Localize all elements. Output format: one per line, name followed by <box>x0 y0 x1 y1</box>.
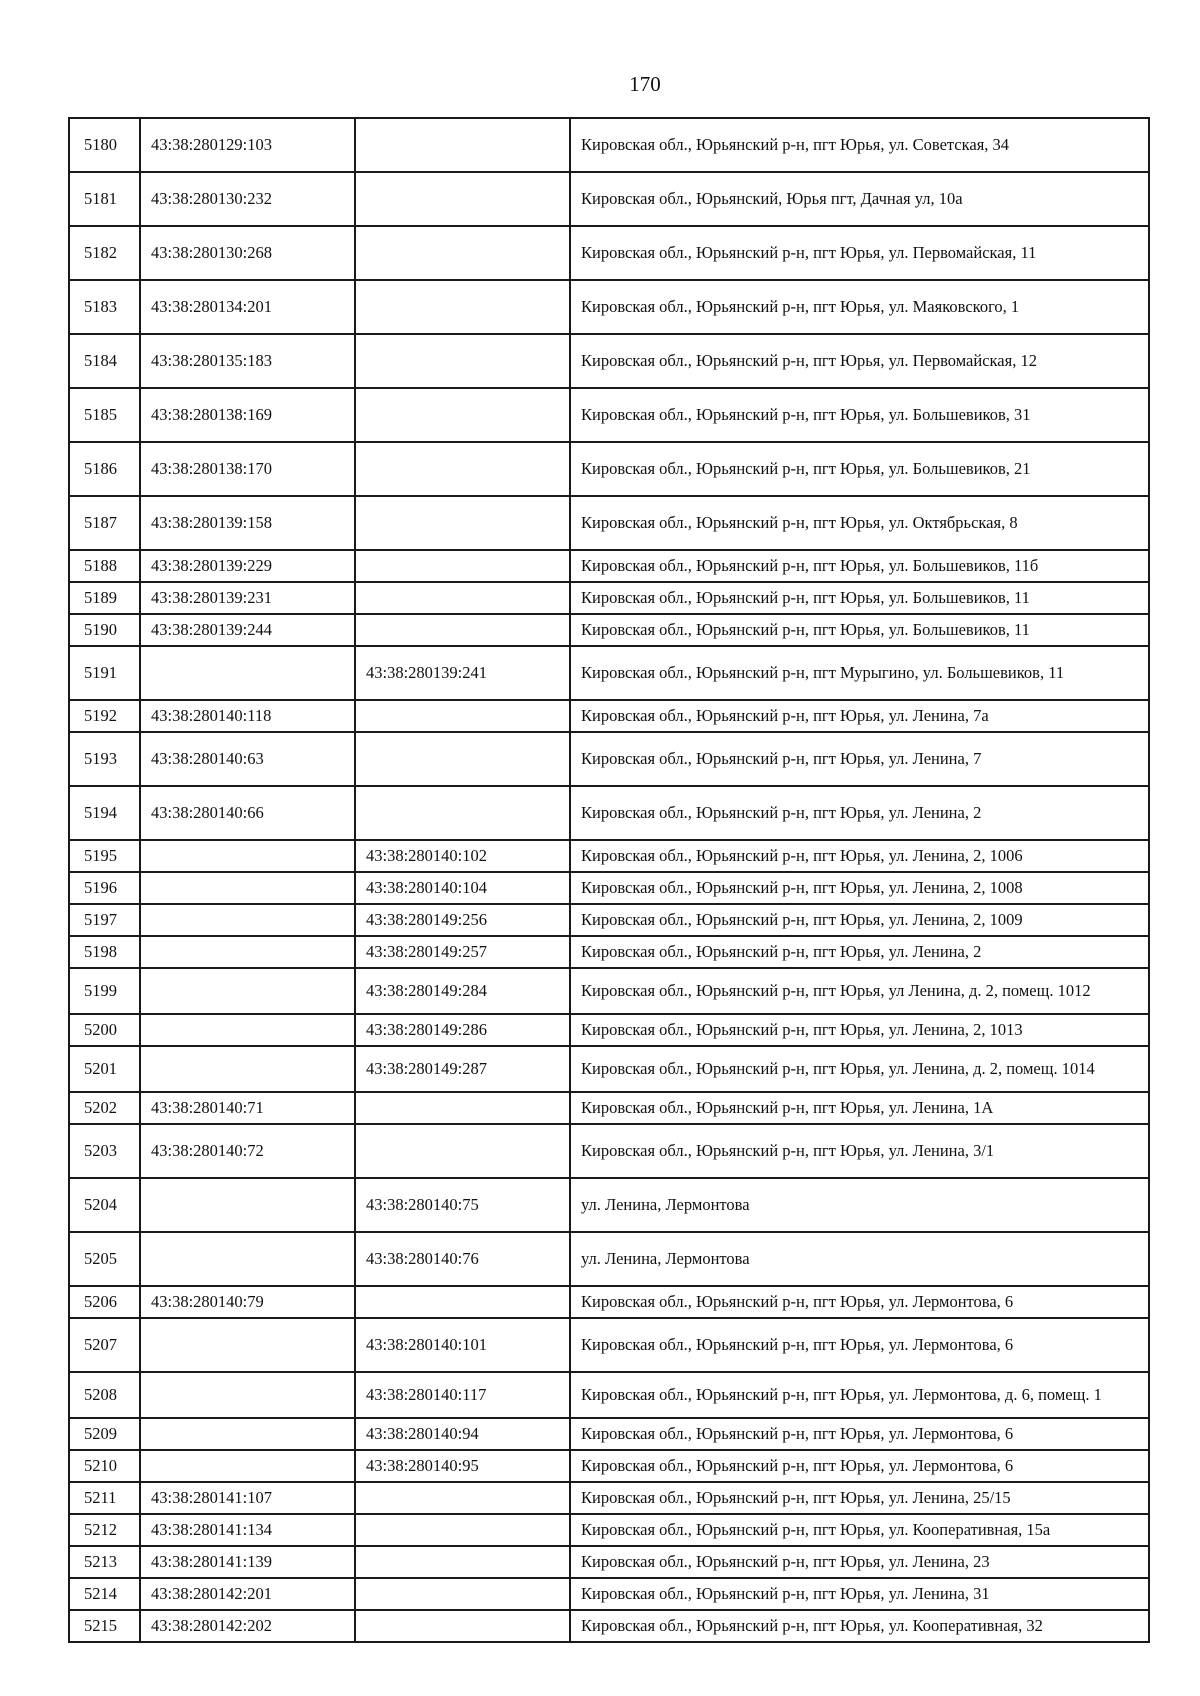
table-row <box>69 840 1149 872</box>
address-cell: Кировская обл., Юрьянский р-н, пгт Юрья, ул. Большевиков, 31 <box>570 388 1149 442</box>
cadastral-number-cell <box>140 1450 355 1482</box>
table-row <box>69 550 1149 582</box>
table-row <box>69 1124 1149 1178</box>
parent-cadastral-number-cell: 43:38:280149:287 <box>355 1046 570 1092</box>
table-row <box>69 786 1149 840</box>
table-row <box>69 388 1149 442</box>
address-cell: Кировская обл., Юрьянский, Юрья пгт, Дачная ул, 10а <box>570 172 1149 226</box>
address-cell: Кировская обл., Юрьянский р-н, пгт Юрья, ул. Ленина, 1А <box>570 1092 1149 1124</box>
parent-cadastral-number-cell <box>355 1482 570 1514</box>
row-number-cell: 5194 <box>69 786 140 840</box>
parent-cadastral-number-cell <box>355 1546 570 1578</box>
address-cell: Кировская обл., Юрьянский р-н, пгт Юрья, ул. Ленина, 2, 1006 <box>570 840 1149 872</box>
parent-cadastral-number-cell <box>355 1610 570 1642</box>
cadastral-number-cell <box>140 936 355 968</box>
parent-cadastral-number-cell: 43:38:280140:101 <box>355 1318 570 1372</box>
address-cell: Кировская обл., Юрьянский р-н, пгт Юрья, ул. Кооперативная, 32 <box>570 1610 1149 1642</box>
row-number-cell: 5184 <box>69 334 140 388</box>
address-cell: Кировская обл., Юрьянский р-н, пгт Юрья, ул. Лермонтова, 6 <box>570 1418 1149 1450</box>
row-number-cell: 5197 <box>69 904 140 936</box>
table-row <box>69 968 1149 1014</box>
parent-cadastral-number-cell: 43:38:280139:241 <box>355 646 570 700</box>
cadastral-number-cell: 43:38:280139:231 <box>140 582 355 614</box>
row-number-cell: 5182 <box>69 226 140 280</box>
address-cell: Кировская обл., Юрьянский р-н, пгт Юрья, ул. Лермонтова, д. 6, помещ. 1 <box>570 1372 1149 1418</box>
registry-table <box>68 117 1150 1643</box>
cadastral-number-cell: 43:38:280140:79 <box>140 1286 355 1318</box>
parent-cadastral-number-cell: 43:38:280149:256 <box>355 904 570 936</box>
parent-cadastral-number-cell <box>355 172 570 226</box>
parent-cadastral-number-cell <box>355 118 570 172</box>
parent-cadastral-number-cell <box>355 614 570 646</box>
row-number-cell: 5214 <box>69 1578 140 1610</box>
row-number-cell: 5183 <box>69 280 140 334</box>
address-cell: Кировская обл., Юрьянский р-н, пгт Юрья, ул. Большевиков, 11 <box>570 614 1149 646</box>
cadastral-number-cell <box>140 1318 355 1372</box>
parent-cadastral-number-cell: 43:38:280140:75 <box>355 1178 570 1232</box>
parent-cadastral-number-cell <box>355 550 570 582</box>
address-cell: Кировская обл., Юрьянский р-н, пгт Юрья, ул. Ленина, 31 <box>570 1578 1149 1610</box>
table-row <box>69 904 1149 936</box>
page-number: 170 <box>629 72 661 96</box>
parent-cadastral-number-cell: 43:38:280140:117 <box>355 1372 570 1418</box>
cadastral-number-cell: 43:38:280141:139 <box>140 1546 355 1578</box>
address-cell: Кировская обл., Юрьянский р-н, пгт Мурыгино, ул. Большевиков, 11 <box>570 646 1149 700</box>
table-row <box>69 1318 1149 1372</box>
address-cell: Кировская обл., Юрьянский р-н, пгт Юрья, ул. Ленина, 23 <box>570 1546 1149 1578</box>
row-number-cell: 5208 <box>69 1372 140 1418</box>
row-number-cell: 5200 <box>69 1014 140 1046</box>
cadastral-number-cell: 43:38:280140:66 <box>140 786 355 840</box>
table-row <box>69 1372 1149 1418</box>
address-cell: Кировская обл., Юрьянский р-н, пгт Юрья, ул. Советская, 34 <box>570 118 1149 172</box>
parent-cadastral-number-cell <box>355 1286 570 1318</box>
row-number-cell: 5181 <box>69 172 140 226</box>
table-row <box>69 496 1149 550</box>
table-row <box>69 334 1149 388</box>
table-row <box>69 442 1149 496</box>
table-row <box>69 936 1149 968</box>
cadastral-number-cell <box>140 1232 355 1286</box>
address-cell: Кировская обл., Юрьянский р-н, пгт Юрья, ул. Первомайская, 11 <box>570 226 1149 280</box>
parent-cadastral-number-cell: 43:38:280149:286 <box>355 1014 570 1046</box>
address-cell: Кировская обл., Юрьянский р-н, пгт Юрья, ул. Ленина, 25/15 <box>570 1482 1149 1514</box>
cadastral-number-cell <box>140 1178 355 1232</box>
table-row <box>69 1286 1149 1318</box>
address-cell: Кировская обл., Юрьянский р-н, пгт Юрья, ул. Ленина, 2 <box>570 936 1149 968</box>
cadastral-number-cell: 43:38:280135:183 <box>140 334 355 388</box>
row-number-cell: 5203 <box>69 1124 140 1178</box>
row-number-cell: 5205 <box>69 1232 140 1286</box>
cadastral-number-cell <box>140 904 355 936</box>
parent-cadastral-number-cell <box>355 334 570 388</box>
parent-cadastral-number-cell <box>355 496 570 550</box>
table-row <box>69 582 1149 614</box>
parent-cadastral-number-cell: 43:38:280149:257 <box>355 936 570 968</box>
address-cell: Кировская обл., Юрьянский р-н, пгт Юрья, ул. Кооперативная, 15а <box>570 1514 1149 1546</box>
address-cell: Кировская обл., Юрьянский р-н, пгт Юрья, ул. Большевиков, 11 <box>570 582 1149 614</box>
table-row <box>69 614 1149 646</box>
row-number-cell: 5204 <box>69 1178 140 1232</box>
cadastral-number-cell <box>140 968 355 1014</box>
parent-cadastral-number-cell <box>355 1514 570 1546</box>
address-cell: Кировская обл., Юрьянский р-н, пгт Юрья, ул. Ленина, 7 <box>570 732 1149 786</box>
address-cell: Кировская обл., Юрьянский р-н, пгт Юрья, ул. Лермонтова, 6 <box>570 1450 1149 1482</box>
address-cell: Кировская обл., Юрьянский р-н, пгт Юрья, ул. Первомайская, 12 <box>570 334 1149 388</box>
table-row <box>69 280 1149 334</box>
row-number-cell: 5188 <box>69 550 140 582</box>
cadastral-number-cell: 43:38:280129:103 <box>140 118 355 172</box>
table-row <box>69 872 1149 904</box>
table-row <box>69 1610 1149 1642</box>
table-row <box>69 1046 1149 1092</box>
parent-cadastral-number-cell <box>355 280 570 334</box>
row-number-cell: 5206 <box>69 1286 140 1318</box>
row-number-cell: 5187 <box>69 496 140 550</box>
cadastral-number-cell: 43:38:280141:134 <box>140 1514 355 1546</box>
parent-cadastral-number-cell: 43:38:280140:76 <box>355 1232 570 1286</box>
address-cell: Кировская обл., Юрьянский р-н, пгт Юрья, ул. Ленина, 3/1 <box>570 1124 1149 1178</box>
address-cell: Кировская обл., Юрьянский р-н, пгт Юрья, ул. Большевиков, 21 <box>570 442 1149 496</box>
cadastral-number-cell: 43:38:280130:232 <box>140 172 355 226</box>
table-row <box>69 1232 1149 1286</box>
parent-cadastral-number-cell: 43:38:280140:94 <box>355 1418 570 1450</box>
table-row <box>69 1178 1149 1232</box>
row-number-cell: 5215 <box>69 1610 140 1642</box>
table-row <box>69 1418 1149 1450</box>
parent-cadastral-number-cell <box>355 1578 570 1610</box>
table-row <box>69 700 1149 732</box>
table-row <box>69 1514 1149 1546</box>
row-number-cell: 5193 <box>69 732 140 786</box>
row-number-cell: 5209 <box>69 1418 140 1450</box>
cadastral-number-cell <box>140 1418 355 1450</box>
cadastral-number-cell: 43:38:280134:201 <box>140 280 355 334</box>
address-cell: Кировская обл., Юрьянский р-н, пгт Юрья, ул. Маяковского, 1 <box>570 280 1149 334</box>
row-number-cell: 5190 <box>69 614 140 646</box>
row-number-cell: 5195 <box>69 840 140 872</box>
cadastral-number-cell: 43:38:280130:268 <box>140 226 355 280</box>
cadastral-number-cell <box>140 1014 355 1046</box>
parent-cadastral-number-cell: 43:38:280149:284 <box>355 968 570 1014</box>
parent-cadastral-number-cell <box>355 700 570 732</box>
table-row <box>69 172 1149 226</box>
row-number-cell: 5207 <box>69 1318 140 1372</box>
row-number-cell: 5212 <box>69 1514 140 1546</box>
cadastral-number-cell: 43:38:280141:107 <box>140 1482 355 1514</box>
cadastral-number-cell: 43:38:280140:71 <box>140 1092 355 1124</box>
parent-cadastral-number-cell <box>355 226 570 280</box>
address-cell: Кировская обл., Юрьянский р-н, пгт Юрья, ул. Ленина, 2 <box>570 786 1149 840</box>
cadastral-number-cell <box>140 872 355 904</box>
cadastral-number-cell <box>140 1046 355 1092</box>
address-cell: ул. Ленина, Лермонтова <box>570 1232 1149 1286</box>
cadastral-number-cell: 43:38:280142:201 <box>140 1578 355 1610</box>
parent-cadastral-number-cell <box>355 1124 570 1178</box>
cadastral-number-cell <box>140 646 355 700</box>
table-row <box>69 646 1149 700</box>
parent-cadastral-number-cell <box>355 1092 570 1124</box>
registry-table-body <box>69 118 1149 1642</box>
table-row <box>69 118 1149 172</box>
table-row <box>69 1014 1149 1046</box>
parent-cadastral-number-cell <box>355 442 570 496</box>
parent-cadastral-number-cell: 43:38:280140:95 <box>355 1450 570 1482</box>
table-row <box>69 226 1149 280</box>
address-cell: Кировская обл., Юрьянский р-н, пгт Юрья, ул. Ленина, 2, 1009 <box>570 904 1149 936</box>
table-row <box>69 1092 1149 1124</box>
row-number-cell: 5180 <box>69 118 140 172</box>
parent-cadastral-number-cell <box>355 582 570 614</box>
cadastral-number-cell <box>140 840 355 872</box>
address-cell: Кировская обл., Юрьянский р-н, пгт Юрья, ул. Ленина, 2, 1008 <box>570 872 1149 904</box>
row-number-cell: 5210 <box>69 1450 140 1482</box>
cadastral-number-cell: 43:38:280139:244 <box>140 614 355 646</box>
cadastral-number-cell: 43:38:280138:169 <box>140 388 355 442</box>
cadastral-number-cell: 43:38:280140:63 <box>140 732 355 786</box>
address-cell: Кировская обл., Юрьянский р-н, пгт Юрья, ул. Лермонтова, 6 <box>570 1318 1149 1372</box>
cadastral-number-cell: 43:38:280140:72 <box>140 1124 355 1178</box>
address-cell: Кировская обл., Юрьянский р-н, пгт Юрья, ул. Лермонтова, 6 <box>570 1286 1149 1318</box>
parent-cadastral-number-cell <box>355 786 570 840</box>
address-cell: Кировская обл., Юрьянский р-н, пгт Юрья, ул. Октябрьская, 8 <box>570 496 1149 550</box>
parent-cadastral-number-cell: 43:38:280140:102 <box>355 840 570 872</box>
row-number-cell: 5186 <box>69 442 140 496</box>
parent-cadastral-number-cell <box>355 388 570 442</box>
row-number-cell: 5201 <box>69 1046 140 1092</box>
cadastral-number-cell: 43:38:280139:158 <box>140 496 355 550</box>
row-number-cell: 5211 <box>69 1482 140 1514</box>
address-cell: Кировская обл., Юрьянский р-н, пгт Юрья, ул. Ленина, 7а <box>570 700 1149 732</box>
row-number-cell: 5192 <box>69 700 140 732</box>
cadastral-number-cell: 43:38:280142:202 <box>140 1610 355 1642</box>
address-cell: Кировская обл., Юрьянский р-н, пгт Юрья, ул Ленина, д. 2, помещ. 1012 <box>570 968 1149 1014</box>
address-cell: Кировская обл., Юрьянский р-н, пгт Юрья, ул. Ленина, 2, 1013 <box>570 1014 1149 1046</box>
row-number-cell: 5198 <box>69 936 140 968</box>
row-number-cell: 5185 <box>69 388 140 442</box>
row-number-cell: 5189 <box>69 582 140 614</box>
cadastral-number-cell: 43:38:280138:170 <box>140 442 355 496</box>
cadastral-number-cell: 43:38:280139:229 <box>140 550 355 582</box>
address-cell: ул. Ленина, Лермонтова <box>570 1178 1149 1232</box>
cadastral-number-cell <box>140 1372 355 1418</box>
address-cell: Кировская обл., Юрьянский р-н, пгт Юрья, ул. Большевиков, 11б <box>570 550 1149 582</box>
table-row <box>69 1450 1149 1482</box>
table-row <box>69 1482 1149 1514</box>
parent-cadastral-number-cell <box>355 732 570 786</box>
address-cell: Кировская обл., Юрьянский р-н, пгт Юрья, ул. Ленина, д. 2, помещ. 1014 <box>570 1046 1149 1092</box>
parent-cadastral-number-cell: 43:38:280140:104 <box>355 872 570 904</box>
table-row <box>69 732 1149 786</box>
row-number-cell: 5202 <box>69 1092 140 1124</box>
cadastral-number-cell: 43:38:280140:118 <box>140 700 355 732</box>
table-row <box>69 1546 1149 1578</box>
row-number-cell: 5213 <box>69 1546 140 1578</box>
row-number-cell: 5191 <box>69 646 140 700</box>
table-row <box>69 1578 1149 1610</box>
row-number-cell: 5199 <box>69 968 140 1014</box>
row-number-cell: 5196 <box>69 872 140 904</box>
